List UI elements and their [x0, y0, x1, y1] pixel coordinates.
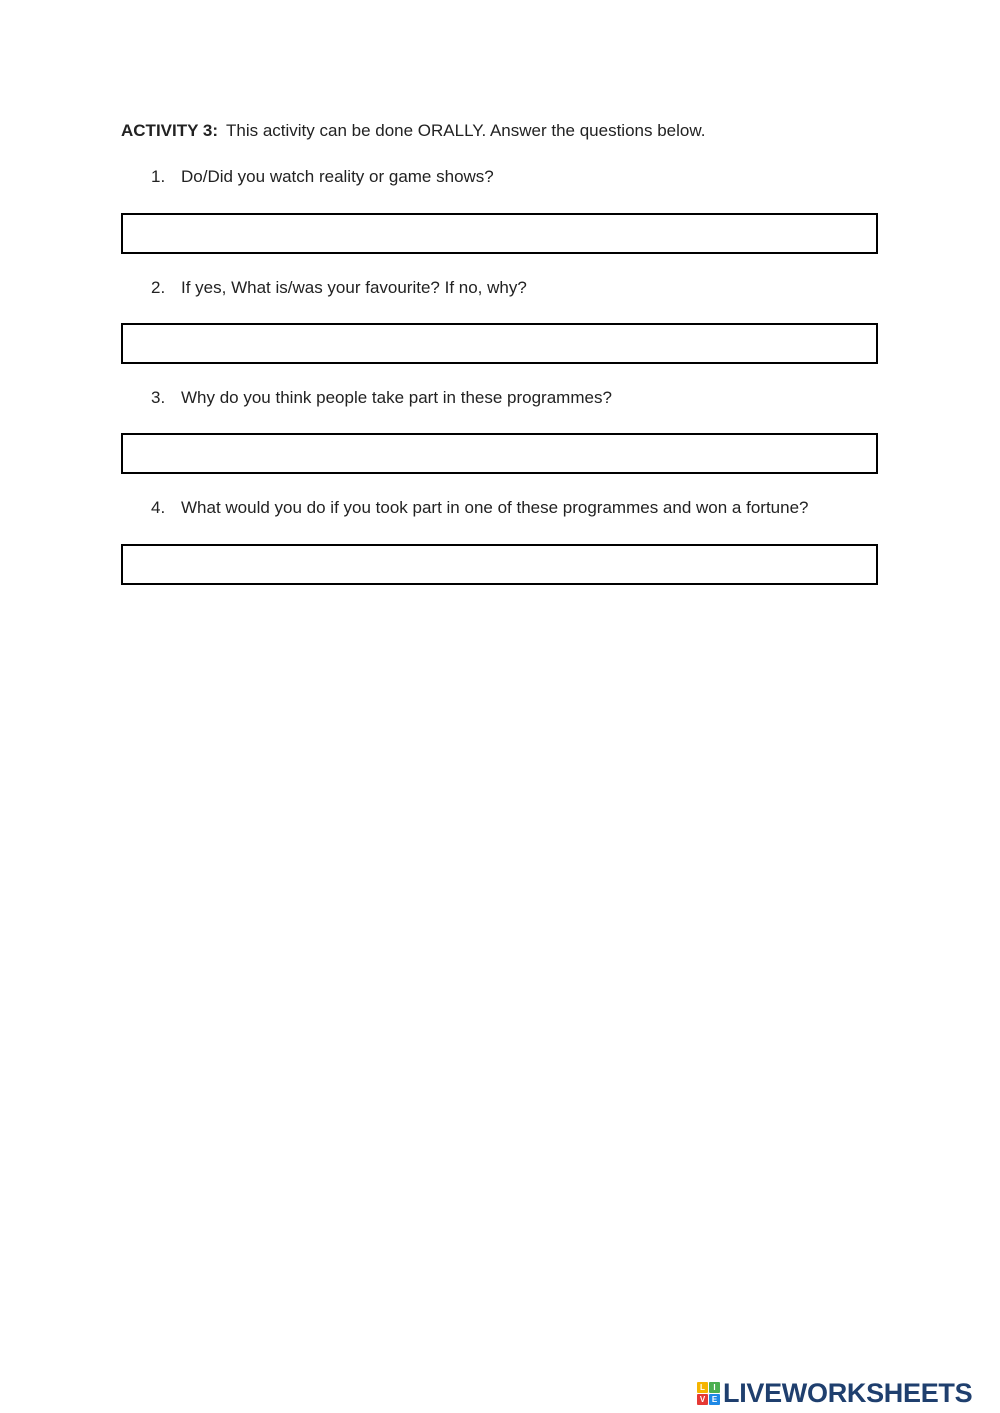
- question-3: [151, 387, 612, 409]
- answer-field-1[interactable]: [121, 213, 878, 254]
- question-2: [151, 277, 527, 299]
- question-number: 2.: [151, 278, 166, 297]
- liveworksheets-wordmark: LIVEWORKSHEETS: [723, 1378, 973, 1408]
- logo-letter-l: L: [697, 1382, 708, 1393]
- liveworksheets-icon: [697, 1382, 720, 1405]
- answer-field-2[interactable]: [121, 323, 878, 364]
- logo-letter-i: I: [709, 1382, 720, 1393]
- question-text: Do/Did you watch reality or game shows?: [181, 167, 494, 186]
- activity-label: ACTIVITY 3:: [121, 121, 218, 140]
- question-1: [151, 166, 494, 188]
- question-4: [151, 497, 808, 519]
- answer-field-4[interactable]: [121, 544, 878, 585]
- question-text: If yes, What is/was your favourite? If no, why?: [181, 278, 527, 297]
- question-number: 1.: [151, 167, 166, 186]
- logo-letter-e: E: [709, 1394, 720, 1405]
- answer-field-3[interactable]: [121, 433, 878, 474]
- question-text: What would you do if you took part in one of these programmes and won a fortune?: [181, 498, 809, 517]
- liveworksheets-logo: [697, 1376, 972, 1410]
- question-text: Why do you think people take part in these programmes?: [181, 388, 612, 407]
- activity-instruction: This activity can be done ORALLY. Answer the questions below.: [225, 121, 706, 140]
- question-number: 3.: [151, 388, 166, 407]
- logo-letter-v: V: [697, 1394, 708, 1405]
- question-number: 4.: [151, 498, 166, 517]
- activity-heading: [121, 120, 705, 142]
